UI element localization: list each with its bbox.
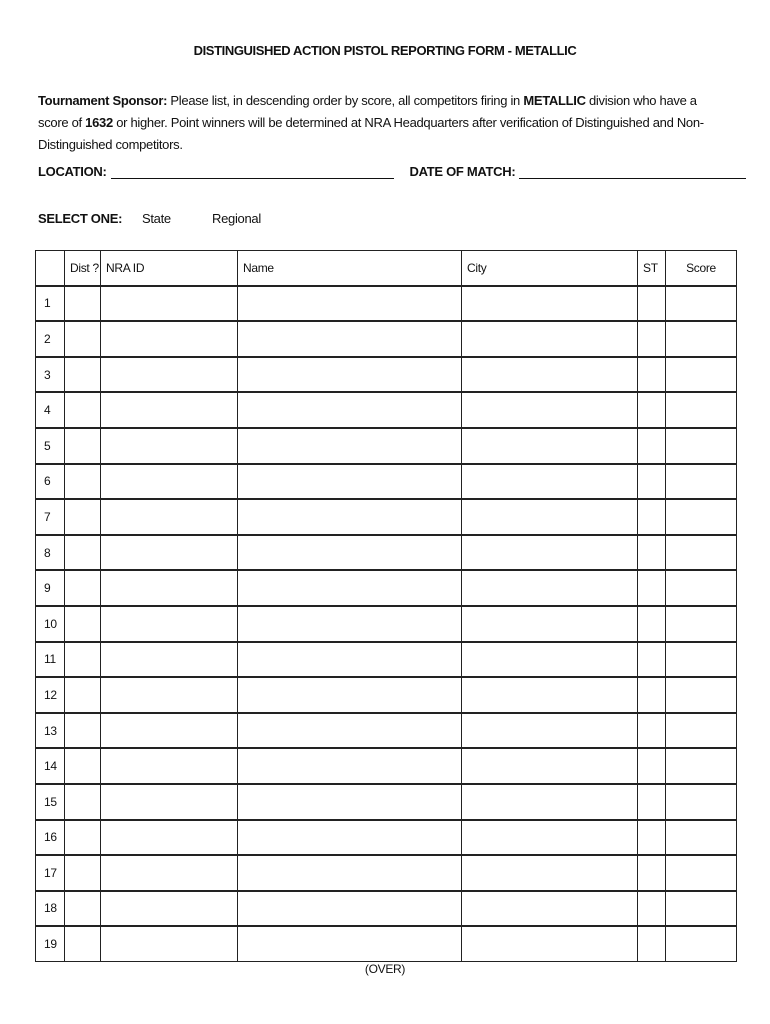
dist-cell[interactable] (65, 321, 101, 357)
name-cell[interactable] (238, 642, 462, 678)
instructions (38, 90, 728, 156)
nra-id-cell[interactable] (101, 499, 238, 535)
city-cell[interactable] (462, 820, 638, 856)
score-cell[interactable] (666, 677, 737, 713)
nra-id-cell[interactable] (101, 891, 238, 927)
nra-id-cell[interactable] (101, 713, 238, 749)
score-cell[interactable] (666, 855, 737, 891)
dist-cell[interactable] (65, 713, 101, 749)
row-number: 16 (36, 820, 65, 856)
st-cell[interactable] (638, 820, 666, 856)
st-cell[interactable] (638, 891, 666, 927)
dist-cell[interactable] (65, 392, 101, 428)
instructions-text-3: or higher. Point winners will be determined at NRA Headquarters after verification of Distinguished and Non-Distinguished competitors. (38, 115, 704, 152)
st-cell[interactable] (638, 748, 666, 784)
city-cell[interactable] (462, 570, 638, 606)
over-note: (OVER) (364, 962, 406, 976)
table-row (36, 713, 737, 749)
st-cell[interactable] (638, 499, 666, 535)
table-row (36, 748, 737, 784)
nra-id-cell[interactable] (101, 677, 238, 713)
form-title: DISTINGUISHED ACTION PISTOL REPORTING FORM - METALLIC (193, 43, 577, 58)
name-cell[interactable] (238, 748, 462, 784)
st-cell[interactable] (638, 286, 666, 322)
name-cell[interactable] (238, 535, 462, 571)
table-row (36, 642, 737, 678)
name-cell[interactable] (238, 677, 462, 713)
name-cell[interactable] (238, 855, 462, 891)
city-cell[interactable] (462, 748, 638, 784)
name-cell[interactable] (238, 784, 462, 820)
table-row (36, 392, 737, 428)
name-cell[interactable] (238, 286, 462, 322)
score-cell[interactable] (666, 606, 737, 642)
dist-cell[interactable] (65, 464, 101, 500)
nra-id-cell[interactable] (101, 748, 238, 784)
row-number: 8 (36, 535, 65, 571)
row-number: 4 (36, 392, 65, 428)
nra-id-cell[interactable] (101, 784, 238, 820)
nra-id-cell[interactable] (101, 357, 238, 393)
date-of-match-field[interactable] (519, 163, 746, 179)
header-city: City (462, 251, 638, 286)
division-name: METALLIC (523, 93, 586, 108)
dist-cell[interactable] (65, 820, 101, 856)
row-number: 19 (36, 926, 65, 961)
dist-cell[interactable] (65, 891, 101, 927)
header-st: ST (638, 251, 666, 286)
option-regional[interactable]: Regional (212, 211, 261, 226)
location-label: LOCATION: (38, 164, 107, 179)
st-cell[interactable] (638, 321, 666, 357)
sponsor-label: Tournament Sponsor: (38, 93, 168, 108)
table-row (36, 499, 737, 535)
st-cell[interactable] (638, 570, 666, 606)
dist-cell[interactable] (65, 784, 101, 820)
st-cell[interactable] (638, 713, 666, 749)
name-cell[interactable] (238, 321, 462, 357)
name-cell[interactable] (238, 606, 462, 642)
select-one-row (38, 211, 261, 226)
score-cell[interactable] (666, 748, 737, 784)
table-row (36, 357, 737, 393)
city-cell[interactable] (462, 784, 638, 820)
score-cell[interactable] (666, 535, 737, 571)
competitor-table (35, 250, 737, 962)
st-cell[interactable] (638, 855, 666, 891)
table-row (36, 464, 737, 500)
date-of-match-label: DATE OF MATCH: (409, 164, 516, 179)
row-number: 14 (36, 748, 65, 784)
row-number: 15 (36, 784, 65, 820)
name-cell[interactable] (238, 499, 462, 535)
dist-cell[interactable] (65, 499, 101, 535)
st-cell[interactable] (638, 784, 666, 820)
st-cell[interactable] (638, 926, 666, 961)
st-cell[interactable] (638, 535, 666, 571)
header-dist: Dist ? (65, 251, 101, 286)
table-row (36, 677, 737, 713)
dist-cell[interactable] (65, 570, 101, 606)
city-cell[interactable] (462, 606, 638, 642)
row-number: 11 (36, 642, 65, 678)
city-cell[interactable] (462, 286, 638, 322)
nra-id-cell[interactable] (101, 606, 238, 642)
st-cell[interactable] (638, 428, 666, 464)
location-date-row (38, 163, 746, 179)
nra-id-cell[interactable] (101, 321, 238, 357)
score-cell[interactable] (666, 713, 737, 749)
nra-id-cell[interactable] (101, 464, 238, 500)
city-cell[interactable] (462, 855, 638, 891)
nra-id-cell[interactable] (101, 392, 238, 428)
name-cell[interactable] (238, 428, 462, 464)
dist-cell[interactable] (65, 855, 101, 891)
name-cell[interactable] (238, 891, 462, 927)
city-cell[interactable] (462, 713, 638, 749)
score-cell[interactable] (666, 464, 737, 500)
dist-cell[interactable] (65, 606, 101, 642)
score-cell[interactable] (666, 891, 737, 927)
city-cell[interactable] (462, 642, 638, 678)
table-row (36, 321, 737, 357)
city-cell[interactable] (462, 677, 638, 713)
option-state[interactable]: State (142, 211, 171, 226)
table-row (36, 535, 737, 571)
score-cell[interactable] (666, 428, 737, 464)
table-row (36, 855, 737, 891)
nra-id-cell[interactable] (101, 535, 238, 571)
city-cell[interactable] (462, 535, 638, 571)
name-cell[interactable] (238, 713, 462, 749)
score-cell[interactable] (666, 392, 737, 428)
table-row (36, 428, 737, 464)
name-cell[interactable] (238, 392, 462, 428)
city-cell[interactable] (462, 357, 638, 393)
name-cell[interactable] (238, 570, 462, 606)
name-cell[interactable] (238, 926, 462, 961)
score-cell[interactable] (666, 357, 737, 393)
table-row (36, 570, 737, 606)
score-cell[interactable] (666, 820, 737, 856)
name-cell[interactable] (238, 820, 462, 856)
row-number: 5 (36, 428, 65, 464)
st-cell[interactable] (638, 464, 666, 500)
dist-cell[interactable] (65, 748, 101, 784)
row-number: 1 (36, 286, 65, 322)
name-cell[interactable] (238, 357, 462, 393)
nra-id-cell[interactable] (101, 428, 238, 464)
city-cell[interactable] (462, 428, 638, 464)
st-cell[interactable] (638, 392, 666, 428)
dist-cell[interactable] (65, 428, 101, 464)
table-row (36, 820, 737, 856)
nra-id-cell[interactable] (101, 642, 238, 678)
dist-cell[interactable] (65, 677, 101, 713)
header-nra-id: NRA ID (101, 251, 238, 286)
dist-cell[interactable] (65, 286, 101, 322)
select-one-label: SELECT ONE: (38, 211, 123, 226)
row-number: 10 (36, 606, 65, 642)
city-cell[interactable] (462, 392, 638, 428)
st-cell[interactable] (638, 357, 666, 393)
score-cell[interactable] (666, 784, 737, 820)
location-field[interactable] (111, 163, 394, 179)
table-row (36, 606, 737, 642)
city-cell[interactable] (462, 321, 638, 357)
nra-id-cell[interactable] (101, 820, 238, 856)
table-row (36, 891, 737, 927)
score-cell[interactable] (666, 499, 737, 535)
nra-id-cell[interactable] (101, 855, 238, 891)
header-name: Name (238, 251, 462, 286)
score-cell[interactable] (666, 286, 737, 322)
score-cell[interactable] (666, 642, 737, 678)
header-row-number (36, 251, 65, 286)
row-number: 3 (36, 357, 65, 393)
dist-cell[interactable] (65, 535, 101, 571)
city-cell[interactable] (462, 499, 638, 535)
row-number: 18 (36, 891, 65, 927)
row-number: 2 (36, 321, 65, 357)
score-cell[interactable] (666, 570, 737, 606)
dist-cell[interactable] (65, 926, 101, 961)
table-row (36, 286, 737, 322)
nra-id-cell[interactable] (101, 570, 238, 606)
st-cell[interactable] (638, 642, 666, 678)
row-number: 17 (36, 855, 65, 891)
city-cell[interactable] (462, 926, 638, 961)
instructions-text-2: division who have a score of (38, 93, 697, 130)
city-cell[interactable] (462, 464, 638, 500)
header-score: Score (666, 251, 737, 286)
row-number: 6 (36, 464, 65, 500)
table-row (36, 926, 737, 961)
nra-id-cell[interactable] (101, 286, 238, 322)
header-row (36, 251, 737, 286)
row-number: 12 (36, 677, 65, 713)
table-row (36, 784, 737, 820)
score-cell[interactable] (666, 321, 737, 357)
row-number: 9 (36, 570, 65, 606)
city-cell[interactable] (462, 891, 638, 927)
st-cell[interactable] (638, 677, 666, 713)
minimum-score: 1632 (85, 115, 113, 130)
nra-id-cell[interactable] (101, 926, 238, 961)
row-number: 7 (36, 499, 65, 535)
instructions-text-1: Please list, in descending order by score, all competitors firing in (167, 93, 524, 108)
dist-cell[interactable] (65, 642, 101, 678)
name-cell[interactable] (238, 464, 462, 500)
dist-cell[interactable] (65, 357, 101, 393)
score-cell[interactable] (666, 926, 737, 961)
st-cell[interactable] (638, 606, 666, 642)
row-number: 13 (36, 713, 65, 749)
